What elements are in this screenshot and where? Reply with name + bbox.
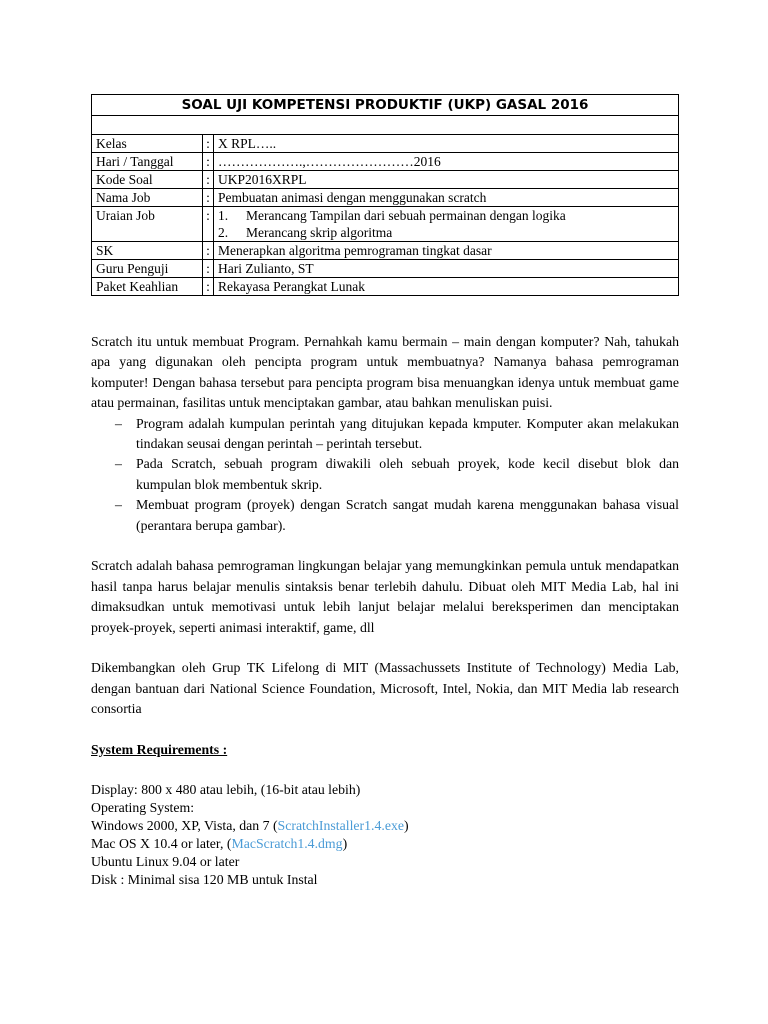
exam-header-table	[91, 94, 679, 296]
row-value-kode-soal: UKP2016XRPL	[214, 171, 679, 189]
row-label-guru-penguji: Guru Penguji	[92, 260, 203, 278]
table-row	[92, 242, 679, 260]
row-colon: :	[203, 260, 214, 278]
bullet-text: Program adalah kumpulan perintah yang ditujukan kepada kmputer. Komputer akan melakukan tindakan seusai dengan perintah – perintah tersebut.	[136, 415, 679, 452]
row-colon: :	[203, 135, 214, 153]
row-label-kode-soal: Kode Soal	[92, 171, 203, 189]
mac-installer-link[interactable]: MacScratch1.4.dmg	[231, 835, 343, 851]
req-mac	[91, 835, 679, 853]
table-row	[92, 260, 679, 278]
dash-bullet: –	[115, 415, 122, 431]
row-label-uraian-job: Uraian Job	[92, 207, 203, 242]
row-label-paket-keahlian: Paket Keahlian	[92, 278, 203, 296]
uraian-job-list	[218, 207, 674, 241]
row-label-hari-tanggal: Hari / Tanggal	[92, 153, 203, 171]
list-item-text: Merancang skrip algoritma	[246, 225, 393, 240]
row-colon: :	[203, 171, 214, 189]
paragraph-gap	[91, 720, 679, 740]
dash-bullet: –	[115, 497, 122, 513]
system-requirements-list	[91, 781, 679, 889]
table-row	[92, 207, 679, 242]
table-row	[92, 278, 679, 296]
paragraph-gap	[91, 760, 679, 780]
bullet-text: Pada Scratch, sebuah program diwakili oleh sebuah proyek, kode kecil disebut blok dan kumpulan blok membentuk skrip.	[136, 456, 679, 492]
req-windows-prefix: Windows 2000, XP, Vista, dan 7 (	[91, 817, 278, 833]
dash-list	[91, 414, 679, 536]
row-value-sk: Menerapkan algoritma pemrograman tingkat dasar	[214, 242, 679, 260]
row-value-paket-keahlian: Rekayasa Perangkat Lunak	[214, 278, 679, 296]
system-requirements-heading	[91, 740, 679, 760]
system-requirements-title: System Requirements :	[91, 742, 228, 758]
table-row	[92, 153, 679, 171]
list-item	[91, 414, 679, 455]
row-colon: :	[203, 278, 214, 296]
row-colon: :	[203, 242, 214, 260]
developer-paragraph: Dikembangkan oleh Grup TK Lifelong di MIT (Massachussets Institute of Technology) Media Lab, dengan bantuan dari National Science Foundation, Microsoft, Intel, Nokia, dan MIT Media lab research consortia	[91, 660, 679, 717]
table-row	[92, 171, 679, 189]
req-ubuntu: Ubuntu Linux 9.04 or later	[91, 853, 240, 869]
paragraph-gap	[91, 536, 679, 556]
table-spacer-row	[92, 116, 679, 135]
bullet-text: Membuat program (proyek) dengan Scratch sangat mudah karena menggunakan bahasa visual (perantara berupa gambar).	[136, 497, 679, 533]
req-windows	[91, 817, 679, 835]
req-mac-suffix: )	[342, 835, 348, 851]
req-os-label: Operating System:	[91, 799, 195, 815]
list-item-number: 1.	[218, 208, 229, 223]
req-disk: Disk : Minimal sisa 120 MB untuk Instal	[91, 871, 318, 887]
row-value-nama-job: Pembuatan animasi dengan menggunakan scratch	[214, 189, 679, 207]
row-value-hari-tanggal: ……………….,……………………2016	[214, 153, 679, 171]
row-colon: :	[203, 153, 214, 171]
document-body	[91, 332, 679, 889]
row-label-sk: SK	[92, 242, 203, 260]
paragraph-gap	[91, 638, 679, 658]
req-mac-prefix: Mac OS X 10.4 or later, (	[91, 835, 232, 851]
req-windows-suffix: )	[403, 817, 409, 833]
table-row	[92, 135, 679, 153]
list-item	[218, 224, 674, 241]
exam-title: SOAL UJI KOMPETENSI PRODUKTIF (UKP) GASAL 2016	[92, 95, 679, 116]
row-value-guru-penguji: Hari Zulianto, ST	[214, 260, 679, 278]
dash-bullet: –	[115, 456, 122, 472]
scratch-description-paragraph: Scratch adalah bahasa pemrograman lingkungan belajar yang memungkinkan pemula untuk mendapatkan hasil tanpa harus belajar menulis sintaksis benar terlebih dahulu. Dibuat oleh MIT Media Lab, hal ini dimaksudkan untuk memotivasi untuk lebih lanjut belajar melalui bereksperimen dan menciptakan proyek-proyek, seperti animasi interaktif, game, dll	[91, 558, 679, 635]
req-display: Display: 800 x 480 atau lebih, (16-bit atau lebih)	[91, 781, 361, 797]
row-value-uraian-job	[214, 207, 679, 242]
row-colon: :	[203, 207, 214, 242]
row-label-kelas: Kelas	[92, 135, 203, 153]
list-item	[91, 454, 679, 495]
row-label-nama-job: Nama Job	[92, 189, 203, 207]
list-item	[218, 207, 674, 224]
list-item-number: 2.	[218, 225, 229, 240]
row-colon: :	[203, 189, 214, 207]
list-item	[91, 495, 679, 536]
list-item-text: Merancang Tampilan dari sebuah permainan dengan logika	[246, 208, 566, 223]
intro-paragraph: Scratch itu untuk membuat Program. Pernahkah kamu bermain – main dengan komputer? Nah, tahukah apa yang digunakan oleh pencipta program untuk membuatnya? Namanya bahasa pemrograman komputer! Dengan bahasa tersebut para pencipta program bisa menuangkan idenya untuk membuat game atau permainan, fasilitas untuk menciptakan gambar, atau bahkan menuliskan puisi.	[91, 334, 679, 411]
windows-installer-link[interactable]: ScratchInstaller1.4.exe	[277, 817, 404, 833]
table-row	[92, 189, 679, 207]
row-value-kelas: X RPL…..	[214, 135, 679, 153]
